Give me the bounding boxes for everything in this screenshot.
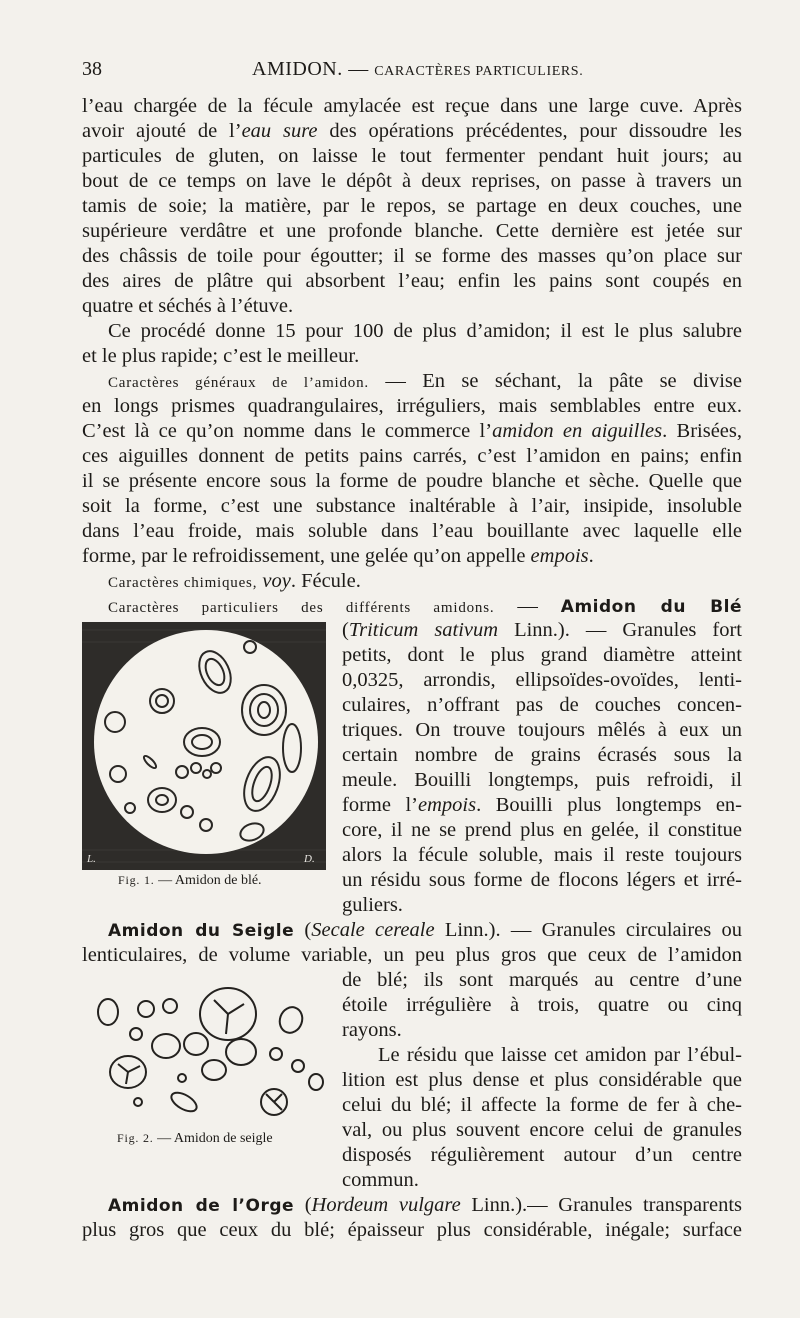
text-line: soit la forme, c’est une substance inaltérable à l’air, insipide, insoluble (82, 495, 742, 517)
italic-term: empois (418, 794, 477, 816)
text-line (82, 544, 742, 568)
figure-caption-text: — Amidon de seigle (153, 1131, 273, 1146)
text-span: . Fécule. (290, 570, 361, 592)
figure-label: Fig. 1. (118, 873, 155, 887)
text-span: avoir ajouté de l’ (82, 120, 242, 142)
figure-label: Fig. 2. (117, 1131, 154, 1145)
section-heading-line (108, 594, 742, 620)
text-line: quatre et séchés à l’étuve. (82, 295, 294, 317)
running-header (82, 58, 742, 88)
text-line (82, 119, 742, 143)
text-line: l’eau chargée de la fécule amylacée est reçue dans une large cuve. Après (82, 95, 742, 117)
text-line: en longs prismes quadrangulaires, irréguliers, mais semblables entre eux. (82, 395, 742, 417)
text-span: Linn.).— Granules transparents (460, 1194, 742, 1216)
text-line: lenticulaires, de volume variable, un peu plus gros que ceux de l’amidon (82, 944, 742, 966)
text-line: meule. Bouilli longtemps, puis refroidi, il (342, 769, 742, 791)
text-span: — En se séchant, la pâte se divise (368, 370, 742, 392)
text-line: dans l’eau froide, mais soluble dans l’eau bouillante avec laquelle elle (82, 520, 742, 542)
small-caps-heading: Caractères chimiques, (108, 575, 258, 591)
text-line: de blé; ils sont marqués au centre d’une (342, 969, 742, 991)
text-line: 0,0325, arrondis, ellipsoïdes-ovoïdes, lenti- (342, 669, 742, 691)
text-span: C’est là ce qu’on nomme dans le commerce l’ (82, 420, 493, 442)
text-span: Linn.). — Granules fort (498, 619, 742, 641)
text-line: alors la fécule soluble, mais il reste toujours (342, 844, 742, 866)
italic-term: Hordeum vulgare (311, 1194, 461, 1216)
text-line: étoile irrégulière à trois, quatre ou cinq (342, 994, 742, 1016)
text-line (82, 419, 742, 443)
text-line: disposés régulièrement autour d’un centre (342, 1144, 742, 1166)
text-line: guliers. (342, 894, 403, 916)
text-line: celui du blé; il affecte la forme de fer à che- (342, 1094, 742, 1116)
italic-term: Secale cereale (311, 919, 435, 941)
text-line: commun. (342, 1169, 419, 1191)
text-line (342, 618, 742, 642)
text-line: un résidu sous forme de flocons légers et irré- (342, 869, 742, 891)
text-line: et le plus rapide; c’est le meilleur. (82, 345, 360, 367)
text-line: petits, dont le plus grand diamètre atteint (342, 644, 742, 666)
text-span: forme, par le refroidissement, une gelée qu’on appelle (82, 545, 531, 567)
running-title (252, 58, 583, 81)
section-heading-line (108, 1193, 742, 1218)
text-line: bout de ce temps on lave le dépôt à deux reprises, on passe à travers un (82, 170, 742, 192)
text-span: — (494, 595, 561, 617)
text-span: des opérations précédentes, pour dissoudre les (317, 120, 742, 142)
italic-term: Triticum sativum (348, 619, 499, 641)
bold-species-heading: Amidon de l’Orge (108, 1196, 295, 1216)
figure-2-caption (117, 1131, 273, 1147)
italic-term: voy (257, 570, 291, 592)
text-span: ( (294, 1194, 312, 1216)
text-span: . (588, 545, 594, 567)
figure-2-illustration (86, 984, 334, 1126)
text-line (342, 793, 742, 817)
figure-caption-text: — Amidon de blé. (154, 873, 262, 888)
text-span: . Brisées, (662, 420, 742, 442)
running-title-small: CARACTÈRES PARTICULIERS. (374, 64, 584, 79)
figure-1-illustration (82, 622, 326, 870)
text-line: Ce procédé donne 15 pour 100 de plus d’amidon; il est le plus salubre (108, 320, 742, 342)
text-span: Linn.). — Granules circulaires ou (434, 919, 742, 941)
running-title-main: AMIDON. — (252, 58, 369, 80)
italic-term: amidon en aiguilles (492, 420, 663, 442)
text-line: core, il ne se prend plus en gelée, il constitue (342, 819, 742, 841)
text-line: des châssis de toile pour égoutter; il se forme des masses qu’on place sur (82, 245, 742, 267)
text-line: supérieure verdâtre et une profonde blanche. Cette dernière est jetée sur (82, 220, 742, 242)
text-span: ( (342, 619, 349, 641)
small-caps-heading: Caractères particuliers des différents amidons. (108, 600, 495, 616)
small-caps-heading: Caractères généraux de l’amidon. (108, 375, 369, 391)
italic-term: empois (530, 545, 589, 567)
text-line: il se présente encore sous la forme de poudre blanche et sèche. Quelle que (82, 470, 742, 492)
text-line: triques. On trouve toujours mêlés à eux un (342, 719, 742, 741)
text-line: certain nombre de grains écrasés sous la (342, 744, 742, 766)
bold-species-heading: Amidon du Blé (560, 597, 743, 617)
text-line: Le résidu que laisse cet amidon par l’ébul- (378, 1044, 742, 1066)
section-heading-line (108, 918, 742, 943)
text-line: plus gros que ceux du blé; épaisseur plus considérable, inégale; surface (82, 1219, 742, 1241)
text-line: ces aiguilles donnent de petits pains carrés, c’est l’amidon en pains; enfin (82, 445, 742, 467)
text-line: tamis de soie; la matière, par le repos, se partage en deux couches, une (82, 195, 742, 217)
text-line: lition est plus dense et plus considérable que (342, 1069, 742, 1091)
text-line: culaires, n’offrant pas de couches concen- (342, 694, 742, 716)
figure-1-corner-label-left: L. (87, 853, 96, 865)
figure-1-caption (118, 873, 262, 889)
bold-species-heading: Amidon du Seigle (108, 921, 295, 941)
italic-term: eau sure (241, 120, 318, 142)
text-span: . Bouilli plus longtemps en- (476, 794, 742, 816)
text-span: ( (294, 919, 312, 941)
section-heading-line (108, 569, 742, 595)
text-line: val, ou plus souvent encore celui de granules (342, 1119, 742, 1141)
text-line: des aires de plâtre qui absorbent l’eau; enfin les pains sont coupés en (82, 270, 742, 292)
text-span: forme l’ (342, 794, 418, 816)
text-line: rayons. (342, 1019, 402, 1041)
figure-1-corner-label-right: D. (304, 853, 315, 865)
text-line: particules de gluten, on laisse le tout fermenter pendant huit jours; au (82, 145, 742, 167)
section-heading-line (108, 369, 742, 395)
page-number: 38 (82, 58, 102, 80)
